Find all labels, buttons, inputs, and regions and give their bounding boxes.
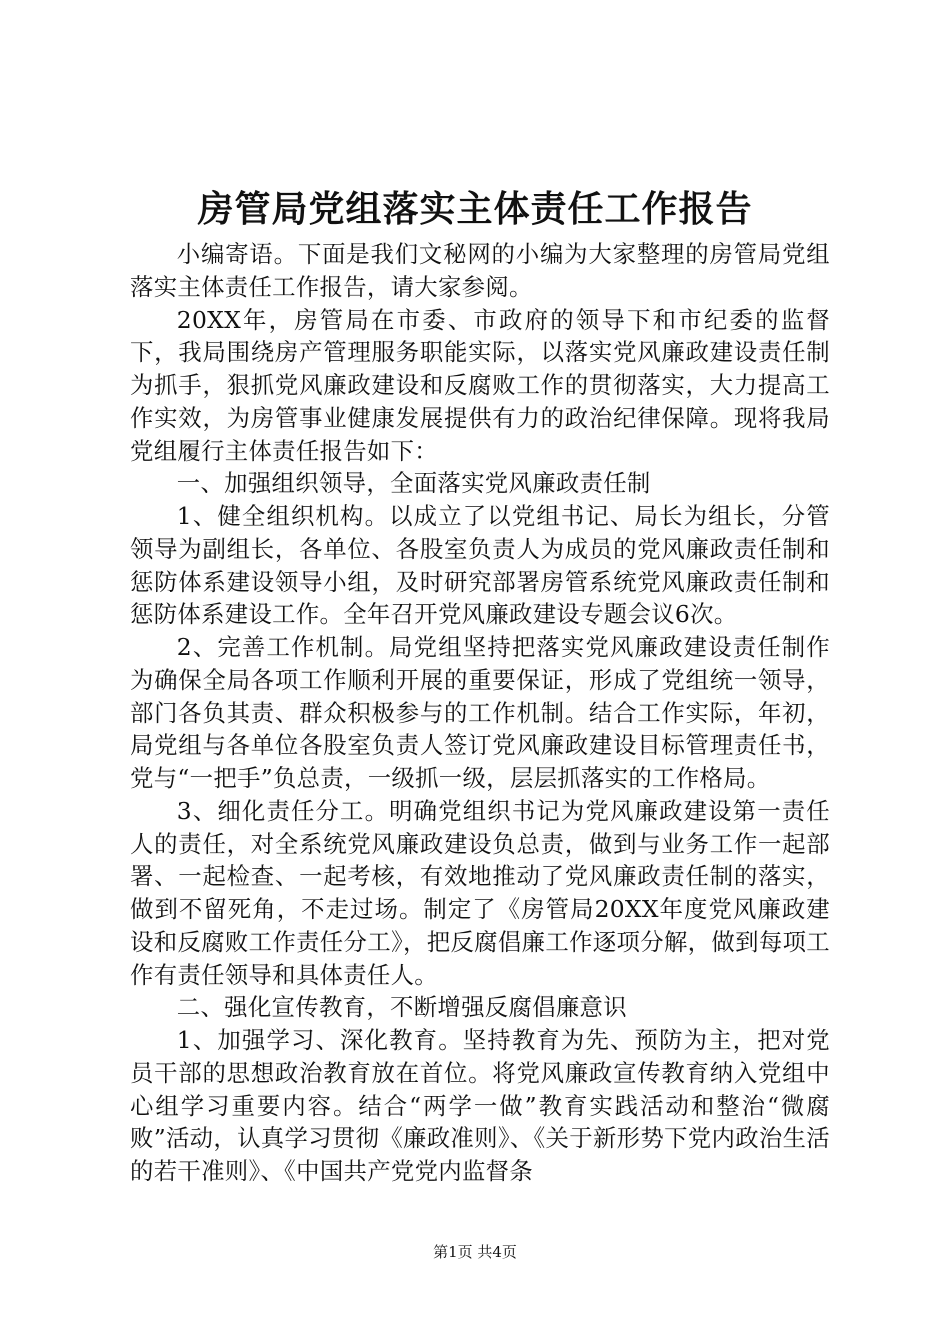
paragraph-1-2: 2、完善工作机制。局党组坚持把落实党风廉政建设责任制作为确保全局各项工作顺利开展的重要保证，形成了党组统一领导，部门各负其责、群众积极参与的工作机制。结合工作实际，年初，局党组与各单位各股室负责人签订党风廉政建设目标管理责任书，党与“一把手”负总责，一级抓一级，层层抓落实的工作格局。 <box>130 633 830 792</box>
document-body <box>130 238 830 1188</box>
paragraph-1-3: 3、细化责任分工。明确党组织书记为党风廉政建设第一责任人的责任，对全系统党风廉政建设负总责，做到与业务工作一起部署、一起检查、一起考核，有效地推动了党风廉政责任制的落实，做到不留死角，不走过场。制定了《房管局20XX年度党风廉政建设和反腐败工作责任分工》，把反腐倡廉工作逐项分解，做到每项工作有责任领导和具体责任人。 <box>130 796 830 989</box>
section-heading-1: 一、加强组织领导，全面落实党风廉政责任制 <box>176 469 651 498</box>
document-title: 房管局党组落实主体责任工作报告 <box>197 188 753 230</box>
page-number-footer: 第1页 共4页 <box>433 1243 517 1261</box>
paragraph-intro: 小编寄语。下面是我们文秘网的小编为大家整理的房管局党组落实主体责任工作报告，请大家参阅。 <box>130 240 830 301</box>
paragraph-overview: 20XX年，房管局在市委、市政府的领导下和市纪委的监督下，我局围绕房产管理服务职能实际，以落实党风廉政建设责任制为抓手，狠抓党风廉政建设和反腐败工作的贯彻落实，大力提高工作实效，为房管事业健康发展提供有力的政治纪律保障。现将我局党组履行主体责任报告如下： <box>130 305 830 465</box>
paragraph-1-1: 1、健全组织机构。以成立了以党组书记、局长为组长，分管领导为副组长，各单位、各股室负责人为成员的党风廉政责任制和惩防体系建设领导小组，及时研究部署房管系统党风廉政责任制和惩防体系建设工作。全年召开党风廉政建设专题会议6次。 <box>130 502 830 629</box>
section-heading-2: 二、强化宣传教育，不断增强反腐倡廉意识 <box>176 993 627 1022</box>
paragraph-2-1: 1、加强学习、深化教育。坚持教育为先、预防为主，把对党员干部的思想政治教育放在首位。将党风廉政宣传教育纳入党组中心组学习重要内容。结合“两学一做”教育实践活动和整治“微腐败”活动，认真学习贯彻《廉政准则》、《关于新形势下党内政治生活的若干准则》、《中国共产党党内监督条 <box>130 1026 830 1185</box>
